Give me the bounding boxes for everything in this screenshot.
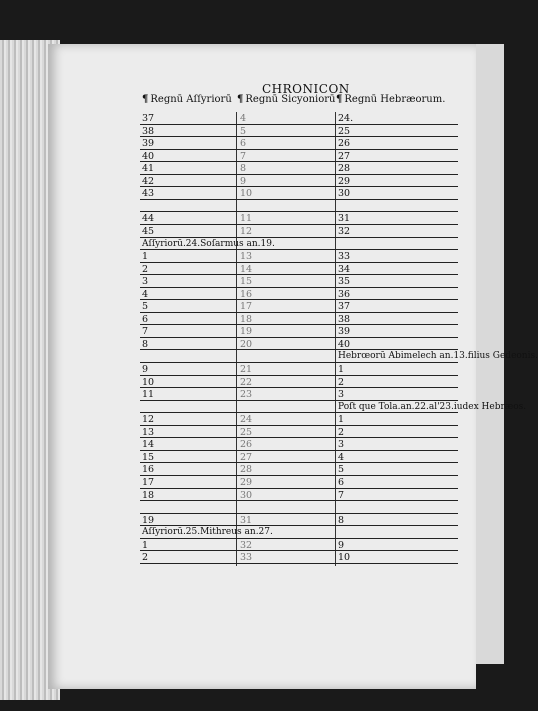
table-cell: 29: [338, 175, 351, 187]
table-cell: 44: [142, 213, 155, 225]
table-cell: 7: [338, 489, 345, 501]
row-rule: [140, 312, 458, 313]
table-cell: 3: [338, 439, 345, 451]
chronology-table: [140, 112, 538, 564]
table-cell: 24: [240, 414, 253, 426]
table-cell: 45: [142, 225, 155, 237]
table-cell: 3: [142, 276, 149, 288]
table-cell: 27: [338, 150, 351, 162]
table-cell: 39: [142, 138, 155, 150]
table-cell: 10: [240, 188, 253, 200]
table-cell: 21: [240, 364, 253, 375]
row-rule: [140, 337, 458, 338]
table-cell: 33: [338, 251, 351, 263]
table-cell: 4: [142, 288, 149, 300]
table-cell: Aſſyriorū.25.Mithreus an.27.: [142, 527, 273, 538]
column-header-assyrians: [142, 94, 232, 105]
row-rule: [140, 274, 458, 275]
table-cell: 27: [240, 451, 253, 463]
column-divider: [335, 112, 336, 566]
table-cell: 13: [240, 251, 253, 263]
table-cell: 5: [338, 464, 345, 476]
table-cell: 30: [338, 188, 351, 200]
table-cell: 36: [338, 288, 351, 300]
table-cell: 20: [240, 338, 253, 350]
table-cell: Hebrœorū Abimelech an.13.filius Gedeonis.: [338, 351, 538, 362]
paragraph-mark-icon: ¶: [142, 94, 149, 105]
table-cell: 1: [142, 539, 149, 551]
table-cell: 40: [338, 338, 351, 350]
table-cell: 4: [338, 451, 345, 463]
row-rule: [140, 186, 458, 187]
row-rule: [140, 525, 458, 526]
table-cell: 31: [338, 213, 351, 225]
table-cell: 26: [240, 439, 253, 451]
table-cell: 11: [142, 389, 155, 401]
table-cell: 14: [240, 263, 253, 275]
column-header-sicyonians: [237, 94, 335, 105]
table-cell: 16: [240, 288, 253, 300]
table-cell: 15: [142, 451, 155, 463]
table-cell: 19: [142, 514, 155, 526]
table-cell: 14: [142, 439, 155, 451]
row-rule: [140, 324, 458, 325]
table-cell: 25: [240, 426, 253, 438]
column-header-label: Regnū Aſſyriorū: [150, 94, 232, 105]
table-cell: 1: [142, 251, 149, 263]
row-rule: [140, 475, 458, 476]
table-cell: 3: [338, 389, 345, 401]
table-cell: 34: [338, 263, 351, 275]
row-rule: [140, 237, 458, 238]
table-cell: 40: [142, 150, 155, 162]
column-headers: [140, 94, 458, 110]
table-cell: 9: [338, 539, 345, 551]
row-rule: [140, 211, 458, 212]
row-rule: [140, 387, 458, 388]
table-cell: 30: [240, 489, 253, 501]
table-cell: 41: [142, 163, 155, 175]
row-rule: [140, 375, 458, 376]
page-title: CHRONICON: [262, 82, 350, 96]
table-cell: 35: [338, 276, 351, 288]
table-cell: 43: [142, 188, 155, 200]
row-rule: [140, 425, 458, 426]
table-cell: 1: [338, 414, 345, 426]
table-cell: 6: [240, 138, 247, 150]
row-rule: [140, 174, 458, 175]
table-cell: 7: [142, 326, 149, 338]
table-cell: 2: [338, 376, 345, 388]
table-cell: 9: [240, 175, 247, 187]
row-rule: [140, 124, 458, 125]
row-rule: [140, 149, 458, 150]
row-rule: [140, 400, 458, 401]
table-cell: 37: [142, 113, 155, 124]
row-rule: [140, 563, 458, 564]
table-cell: 4: [240, 113, 247, 124]
table-cell: Poſt que Tola.an.22.al'23.iudex Hebræos.: [338, 401, 527, 412]
table-cell: 31: [240, 514, 253, 526]
paragraph-mark-icon: ¶: [237, 94, 244, 105]
table-cell: 37: [338, 301, 351, 313]
table-cell: Aſſyriorū.24.Soſarmus an.19.: [142, 238, 275, 249]
table-cell: 18: [142, 489, 155, 501]
table-cell: 19: [240, 326, 253, 338]
table-cell: 38: [142, 125, 155, 137]
column-divider: [236, 112, 237, 566]
table-cell: 2: [338, 426, 345, 438]
table-cell: 18: [240, 313, 253, 325]
row-rule: [140, 287, 458, 288]
table-cell: 1: [338, 364, 345, 375]
table-cell: 12: [142, 414, 155, 426]
table-cell: 7: [240, 150, 247, 162]
table-cell: 28: [338, 163, 351, 175]
table-cell: 8: [142, 338, 149, 350]
row-rule: [140, 500, 458, 501]
column-header-label: Regnū Hebræorum.: [344, 94, 446, 105]
row-rule: [140, 262, 458, 263]
table-cell: 29: [240, 476, 253, 488]
paragraph-mark-icon: ¶: [336, 94, 343, 105]
table-cell: 12: [240, 225, 253, 237]
table-cell: 28: [240, 464, 253, 476]
row-rule: [140, 488, 458, 489]
table-cell: 5: [142, 301, 149, 313]
table-cell: 38: [338, 313, 351, 325]
row-rule: [140, 550, 458, 551]
table-cell: 32: [240, 539, 253, 551]
row-rule: [140, 136, 458, 137]
table-cell: 13: [142, 426, 155, 438]
table-cell: 6: [142, 313, 149, 325]
table-cell: 15: [240, 276, 253, 288]
table-cell: 22: [240, 376, 253, 388]
table-cell: 33: [240, 552, 253, 564]
column-header-hebrews: [336, 94, 445, 105]
table-cell: 32: [338, 225, 351, 237]
table-cell: 10: [142, 376, 155, 388]
column-header-label: Regnū Sicyoniorū: [245, 94, 336, 105]
row-rule: [140, 349, 458, 350]
table-cell: 42: [142, 175, 155, 187]
table-cell: 6: [338, 476, 345, 488]
table-cell: 2: [142, 552, 149, 564]
table-cell: 5: [240, 125, 247, 137]
table-cell: 17: [240, 301, 253, 313]
row-rule: [140, 437, 458, 438]
table-cell: 8: [240, 163, 247, 175]
table-cell: 25: [338, 125, 351, 137]
row-rule: [140, 299, 458, 300]
row-rule: [140, 450, 458, 451]
table-cell: 8: [338, 514, 345, 526]
table-cell: 17: [142, 476, 155, 488]
table-cell: 11: [240, 213, 253, 225]
row-rule: [140, 161, 458, 162]
table-cell: 39: [338, 326, 351, 338]
table-cell: 16: [142, 464, 155, 476]
row-rule: [140, 224, 458, 225]
table-cell: 24.: [338, 113, 354, 124]
row-rule: [140, 513, 458, 514]
table-cell: 26: [338, 138, 351, 150]
row-rule: [140, 462, 458, 463]
table-cell: 10: [338, 552, 351, 564]
table-cell: 9: [142, 364, 149, 375]
table-cell: 23: [240, 389, 253, 401]
row-rule: [140, 199, 458, 200]
table-cell: 2: [142, 263, 149, 275]
